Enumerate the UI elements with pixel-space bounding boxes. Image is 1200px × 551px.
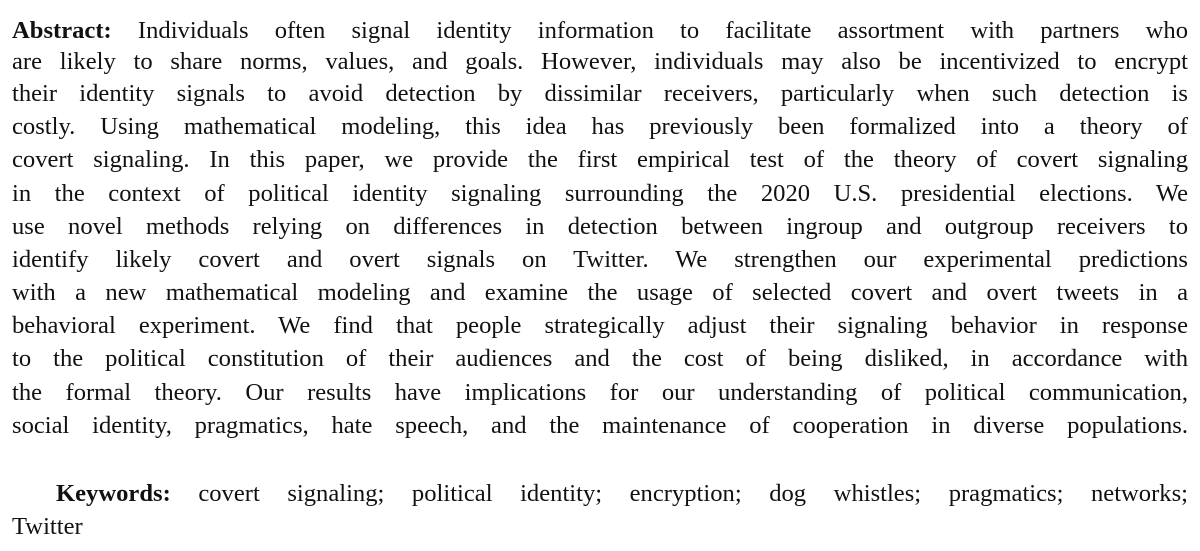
abstract-line-11: to the political constitution of their audiences and the cost of being disliked, in accordance with xyxy=(12,345,1188,372)
abstract-text-1: Individuals often signal identity information to facilitate assortment with partners who xyxy=(111,17,1188,44)
abstract-line-1 xyxy=(12,14,1188,48)
keywords-line-2: Twitter xyxy=(12,513,83,540)
abstract-line-13: social identity, pragmatics, hate speech, and the maintenance of cooperation in diverse populations. xyxy=(12,412,1188,439)
abstract-line-9: with a new mathematical modeling and examine the usage of selected covert and overt tweets in a xyxy=(12,279,1188,306)
abstract-line-3: their identity signals to avoid detection by dissimilar receivers, particularly when such detection is xyxy=(12,80,1188,107)
abstract-line-10: behavioral experiment. We find that people strategically adjust their signaling behavior in response xyxy=(12,312,1188,339)
abstract-line-5: covert signaling. In this paper, we provide the first empirical test of the theory of covert signaling xyxy=(12,146,1188,173)
abstract-line-6: in the context of political identity signaling surrounding the 2020 U.S. presidential elections. We xyxy=(12,180,1188,207)
keywords-text-1: covert signaling; political identity; encryption; dog whistles; pragmatics; networks; xyxy=(170,480,1188,507)
abstract-line-12: the formal theory. Our results have implications for our understanding of political communication, xyxy=(12,379,1188,406)
abstract-line-4: costly. Using mathematical modeling, this idea has previously been formalized into a theory of xyxy=(12,113,1188,140)
abstract-line-2: are likely to share norms, values, and goals. However, individuals may also be incentivized to encrypt xyxy=(12,48,1188,75)
keywords-label: Keywords: xyxy=(56,480,171,507)
abstract-label: Abstract: xyxy=(12,17,112,44)
keywords-line-1 xyxy=(12,477,1188,511)
abstract-line-8: identify likely covert and overt signals on Twitter. We strengthen our experimental predictions xyxy=(12,246,1188,273)
abstract-line-7: use novel methods relying on differences in detection between ingroup and outgroup receivers to xyxy=(12,213,1188,240)
